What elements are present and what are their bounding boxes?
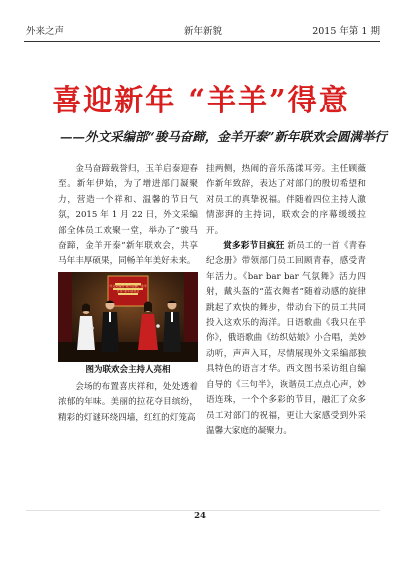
left-paragraph-1: 金马奋蹄载誉归，玉羊启泰迎春至。新年伊始，为了增进部门凝聚力，营造一个祥和、温馨的节日气氛，2015 年 1 月 22 日，外文采编部全体员工欢聚一堂，举办了“骏马奋蹄，金羊开泰”新年联欢会，共享马年丰厚硕果，同畅羊年美好未来。 (58, 164, 198, 267)
left-paragraph-2: 会场的布置喜庆祥和，处处透着浓郁的年味。美丽的拉花夺目缤纷，精彩的灯谜环绕四墙，红红的灯笼高 (58, 382, 198, 423)
section-lead: 赏多彩节目疯狂 (223, 241, 285, 252)
event-photo (58, 272, 198, 362)
page-number: 24 (194, 511, 206, 521)
header-issue: 2015 年第 1 期 (312, 26, 380, 37)
article-title: 喜迎新年 “羊羊”得意 (52, 83, 350, 117)
right-paragraph-2-body: 新员工的一首《青春纪念册》带领部门员工回顾青春，感受青年活力。《bar bar bar 气氛舞》活力四射，戴头盔的“蓝衣舞者”随着动感的旋律跳起了欢快的舞步，带动台下的员工共同投入这欢乐的海洋。日语歌曲《我只在乎你》，俄语歌曲《纺织姑娘》小合唱，美妙动听，声声入耳，尽情展现外文采编部独具特色的语言才华。西文图书采访组自编自导的《三句半》，诙谐员工点点心声，妙语连珠，一个个多彩的节目，融汇了众多员工对部门的祝福，更让大家感受到外采温馨大家庭的凝聚力。 (206, 241, 366, 436)
right-column (206, 162, 366, 439)
photo-banner-text: 外文采编部“骏马奋蹄，金羊开泰”新年联欢会 (109, 284, 147, 293)
page-header (26, 25, 380, 39)
right-paragraph-2 (206, 239, 366, 439)
article-subtitle: ——外文采编部“骏马奋蹄，金羊开泰”新年联欢会圆满举行 (60, 129, 387, 144)
photo-caption: 图为联欢会主持人亮相 (85, 365, 171, 375)
header-divider (24, 41, 380, 42)
header-column-name: 新年新貌 (183, 26, 222, 37)
right-paragraph-1: 挂两侧，热闹的音乐荡漾耳旁。主任顾薇作新年致辞，表达了对部门的殷切希望和对员工的真挚祝福。伴随着四位主持人激情澎湃的主持词，联欢会的序幕缓缓拉开。 (206, 164, 366, 236)
left-column-bottom (58, 380, 198, 426)
header-section-name: 外来之声 (26, 26, 65, 37)
left-column-top (58, 162, 198, 270)
